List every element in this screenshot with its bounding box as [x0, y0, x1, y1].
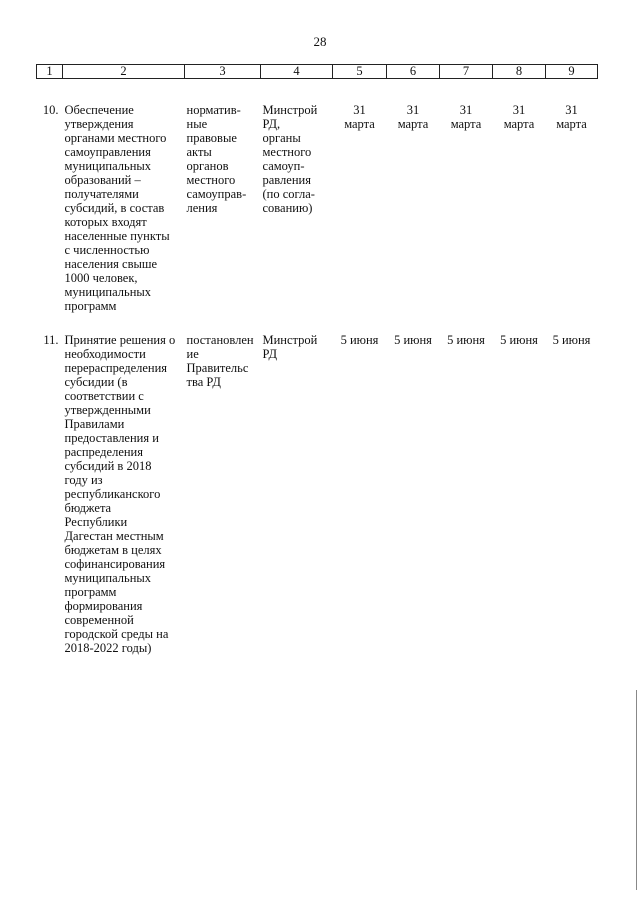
cell-line: 2018-2022 годы)	[64, 641, 152, 655]
cell-line: получателями	[64, 187, 139, 201]
cell-line: софинансирования	[64, 557, 166, 571]
cell-line: субсидий в 2018	[64, 459, 152, 473]
header-cell: 4	[261, 65, 333, 79]
cell-line: равления	[262, 173, 311, 187]
cell-line: Правилами	[64, 417, 125, 431]
cell-line: органов	[186, 159, 229, 173]
task-cell	[63, 79, 185, 314]
cell-line: самоуп-	[262, 159, 305, 173]
cell-line: с численностью	[64, 243, 150, 257]
cell-line: РД,	[262, 117, 281, 131]
cell-line: утверждения	[64, 117, 134, 131]
deadline-cell	[546, 313, 598, 655]
cell-line: 5 июня	[552, 333, 591, 347]
header-row	[37, 65, 598, 79]
cell-line: сованию)	[262, 201, 313, 215]
cell-line: городской среды на	[64, 627, 169, 641]
deadline-cell	[493, 79, 546, 314]
header-cell: 2	[63, 65, 185, 79]
cell-line: марта	[450, 117, 482, 131]
cell-line: акты	[186, 145, 212, 159]
cell-line: предоставления и	[64, 431, 159, 445]
plan-table	[36, 64, 598, 655]
cell-line: ные	[186, 117, 208, 131]
cell-line: образований –	[64, 173, 141, 187]
cell-line: населения свыше	[64, 257, 158, 271]
cell-line: распределения	[64, 445, 143, 459]
cell-line: РД	[262, 347, 278, 361]
header-cell: 3	[185, 65, 261, 79]
cell-line: (по согла-	[262, 187, 315, 201]
document-type-cell	[185, 79, 261, 314]
cell-line: которых входят	[64, 215, 147, 229]
cell-line: 5 июня	[394, 333, 432, 347]
cell-line: органами местного	[64, 131, 167, 145]
responsible-cell	[261, 79, 333, 314]
cell-line: году из	[64, 473, 103, 487]
deadline-cell	[546, 79, 598, 314]
header-cell: 8	[493, 65, 546, 79]
cell-line: местного	[186, 173, 236, 187]
scan-edge-mark	[636, 690, 637, 890]
cell-line: субсидии (в	[64, 375, 128, 389]
header-cell: 5	[333, 65, 387, 79]
cell-line: муниципальных	[64, 571, 152, 585]
cell-line: 1000 человек,	[64, 271, 138, 285]
deadline-cell	[333, 313, 387, 655]
cell-line: населенные пункты	[64, 229, 170, 243]
cell-line: 31	[459, 103, 473, 117]
cell-line: 31	[353, 103, 366, 117]
cell-line: Обеспечение	[64, 103, 134, 117]
table-body	[37, 79, 598, 656]
cell-line: органы	[262, 131, 301, 145]
responsible-cell	[261, 313, 333, 655]
cell-line: 31	[406, 103, 420, 117]
cell-line: самоуправ-	[186, 187, 247, 201]
cell-line: местного	[262, 145, 312, 159]
cell-line: соответствии с	[64, 389, 144, 403]
cell-line: бюджета	[64, 501, 112, 515]
row-number-cell: 11.	[43, 333, 59, 347]
table-row	[37, 313, 598, 655]
cell-line: самоуправления	[64, 145, 151, 159]
deadline-cell	[387, 79, 440, 314]
document-type-cell	[185, 313, 261, 655]
header-cell: 9	[546, 65, 598, 79]
cell-line: Принятие решения о	[64, 333, 176, 347]
deadline-cell	[493, 313, 546, 655]
cell-line: правовые	[186, 131, 237, 145]
row-number-cell: 10.	[42, 103, 59, 117]
deadline-cell	[387, 313, 440, 655]
cell-line: марта	[556, 117, 587, 131]
deadline-cell	[440, 79, 493, 314]
cell-line: 31	[565, 103, 578, 117]
cell-line: 5 июня	[500, 333, 538, 347]
task-cell	[63, 313, 185, 655]
cell-line: Минстрой	[262, 333, 318, 347]
cell-line: норматив-	[186, 103, 241, 117]
cell-line: перераспределения	[64, 361, 168, 375]
cell-line: Республики	[64, 515, 128, 529]
header-cell: 1	[37, 65, 63, 79]
cell-line: муниципальных	[64, 285, 152, 299]
cell-line: марта	[397, 117, 429, 131]
header-cell: 6	[387, 65, 440, 79]
cell-line: бюджетам в целях	[64, 543, 162, 557]
cell-line: республиканского	[64, 487, 161, 501]
deadline-cell	[333, 79, 387, 314]
cell-line: Дагестан местным	[64, 529, 164, 543]
cell-line: субсидий, в состав	[64, 201, 165, 215]
cell-line: ие	[186, 347, 199, 361]
table-row	[37, 79, 598, 314]
cell-line: формирования	[64, 599, 143, 613]
header-cell: 7	[440, 65, 493, 79]
cell-line: муниципальных	[64, 159, 152, 173]
deadline-cell	[440, 313, 493, 655]
cell-line: 5 июня	[340, 333, 379, 347]
cell-line: марта	[503, 117, 535, 131]
cell-line: необходимости	[64, 347, 146, 361]
cell-line: современной	[64, 613, 134, 627]
cell-line: Минстрой	[262, 103, 318, 117]
page-number: 28	[313, 34, 327, 49]
cell-line: ления	[186, 201, 218, 215]
cell-line: 31	[512, 103, 526, 117]
cell-line: марта	[344, 117, 375, 131]
cell-line: тва РД	[186, 375, 221, 389]
cell-line: Правительс	[186, 361, 249, 375]
cell-line: программ	[64, 585, 117, 599]
cell-line: 5 июня	[447, 333, 485, 347]
cell-line: утвержденными	[64, 403, 151, 417]
cell-line: программ	[64, 299, 117, 313]
cell-line: постановлен	[186, 333, 254, 347]
